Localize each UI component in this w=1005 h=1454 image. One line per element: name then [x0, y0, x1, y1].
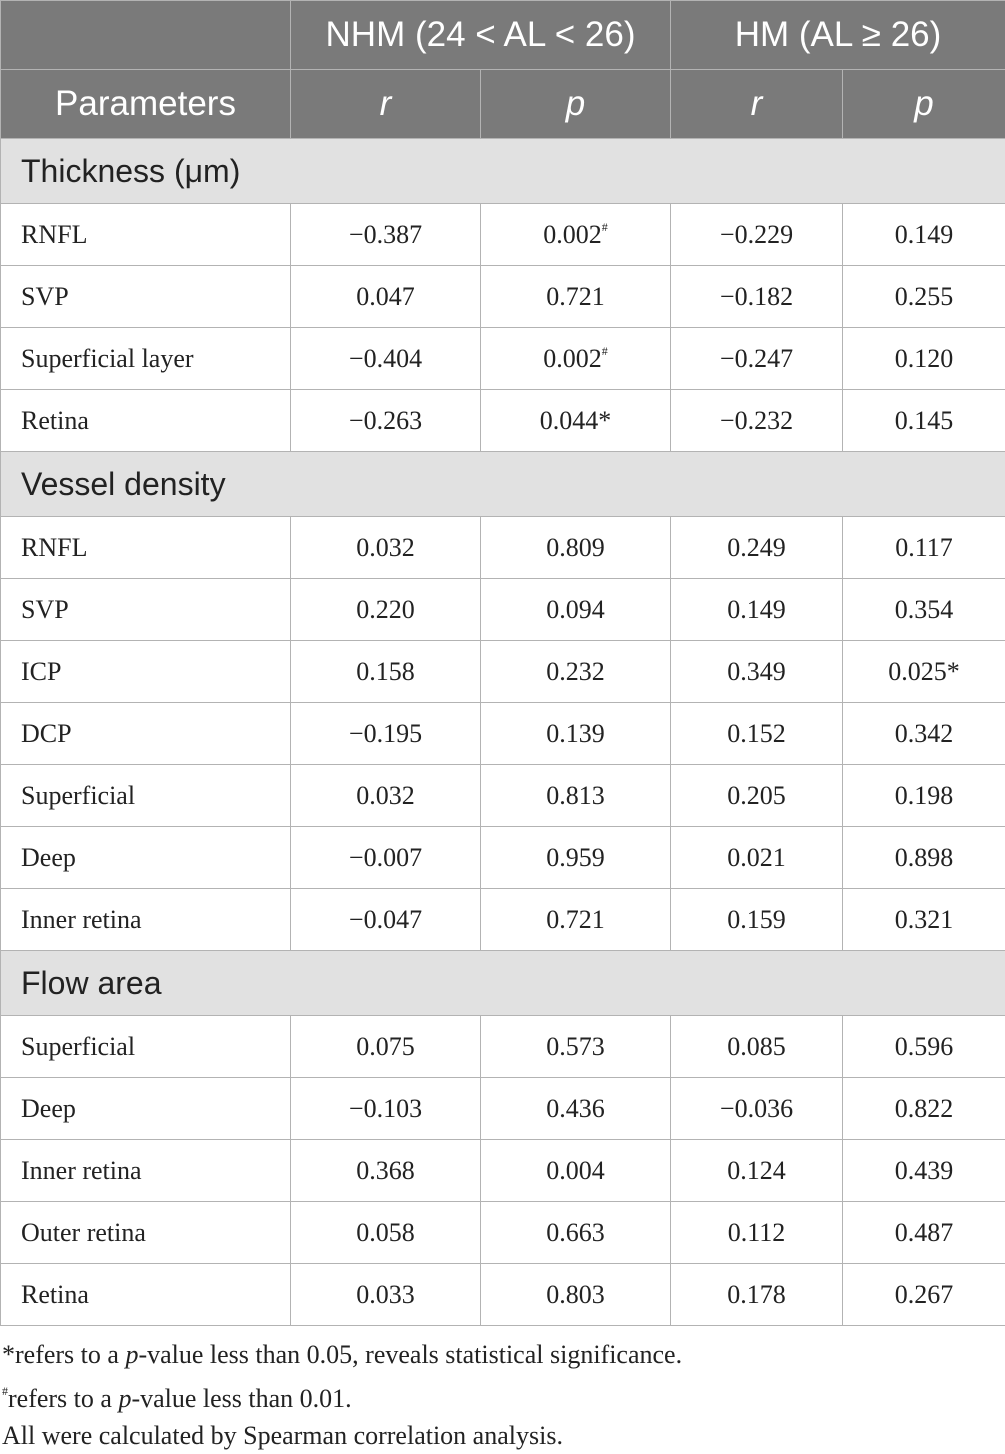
cell-nhm-r: [291, 889, 481, 951]
row-label: [1, 1078, 291, 1140]
cell-value: 0.354: [895, 595, 954, 624]
section-title: Thickness (μm): [1, 139, 1005, 204]
cell-value: 0.075: [356, 1032, 415, 1061]
header-hm-r: r: [671, 70, 843, 139]
cell-value: −0.247: [720, 344, 793, 373]
cell-value: 0.139: [546, 719, 605, 748]
cell-value: 0.117: [895, 533, 953, 562]
cell-hm-r: [671, 579, 843, 641]
row-label: [1, 827, 291, 889]
cell-nhm-p: [481, 1016, 671, 1078]
footnote-significance-005: *refers to a p-value less than 0.05, reveals statistical significance.: [2, 1336, 682, 1373]
header-nhm-r: r: [291, 70, 481, 139]
cell-hm-r: [671, 266, 843, 328]
table-body: [1, 139, 1005, 1326]
cell-hm-p: [843, 1202, 1005, 1264]
cell-hm-r: [671, 1078, 843, 1140]
cell-value: 0.152: [727, 719, 786, 748]
cell-nhm-p: [481, 1264, 671, 1326]
cell-nhm-r: [291, 328, 481, 390]
cell-value: −0.263: [349, 406, 422, 435]
cell-hm-r: [671, 827, 843, 889]
cell-hm-p: [843, 703, 1005, 765]
cell-hm-p: [843, 1078, 1005, 1140]
cell-hm-r: [671, 703, 843, 765]
cell-hm-p: [843, 1140, 1005, 1202]
cell-value: Superficial: [21, 781, 135, 810]
cell-nhm-p: [481, 1078, 671, 1140]
cell-value: 0.813: [546, 781, 605, 810]
cell-nhm-p: [481, 1202, 671, 1264]
section-title: Vessel density: [1, 452, 1005, 517]
cell-value: 0.120: [895, 344, 954, 373]
cell-value: 0.809: [546, 533, 605, 562]
cell-nhm-p: [481, 266, 671, 328]
header-group-nhm: NHM (24 < AL < 26): [291, 1, 671, 70]
cell-value: 0.094: [546, 595, 605, 624]
cell-value: 0.249: [727, 533, 786, 562]
cell-value: 0.149: [727, 595, 786, 624]
table-row: [1, 266, 1005, 328]
row-label: [1, 517, 291, 579]
row-label: [1, 328, 291, 390]
header-empty-cell: [1, 1, 291, 70]
cell-hm-p: [843, 579, 1005, 641]
cell-value: 0.232: [546, 657, 605, 686]
cell-value: 0.004: [546, 1156, 605, 1185]
cell-hm-r: [671, 641, 843, 703]
cell-value: 0.267: [895, 1280, 954, 1309]
cell-nhm-r: [291, 641, 481, 703]
significance-mark: #: [602, 344, 608, 358]
row-label: [1, 390, 291, 452]
cell-hm-p: [843, 1016, 1005, 1078]
cell-hm-p: [843, 328, 1005, 390]
row-label: [1, 1202, 291, 1264]
cell-hm-r: [671, 390, 843, 452]
cell-value: 0.898: [895, 843, 954, 872]
section-row: [1, 951, 1005, 1016]
cell-nhm-r: [291, 266, 481, 328]
table-row: [1, 517, 1005, 579]
cell-value: 0.822: [895, 1094, 954, 1123]
cell-nhm-r: [291, 517, 481, 579]
header-parameters: Parameters: [1, 70, 291, 139]
cell-value: 0.959: [546, 843, 605, 872]
cell-value: −0.387: [349, 220, 422, 249]
cell-value: 0.198: [895, 781, 954, 810]
cell-nhm-p: [481, 889, 671, 951]
cell-nhm-r: [291, 703, 481, 765]
cell-nhm-p: [481, 765, 671, 827]
table-row: [1, 204, 1005, 266]
cell-nhm-p: [481, 827, 671, 889]
table-row: [1, 328, 1005, 390]
cell-value: 0.349: [727, 657, 786, 686]
cell-value: SVP: [21, 282, 69, 311]
cell-hm-r: [671, 1264, 843, 1326]
cell-value: 0.439: [895, 1156, 954, 1185]
table-row: [1, 889, 1005, 951]
row-label: [1, 765, 291, 827]
table-row: [1, 1264, 1005, 1326]
cell-value: Retina: [21, 1280, 89, 1309]
row-label: [1, 889, 291, 951]
cell-nhm-r: [291, 579, 481, 641]
significance-mark: #: [602, 220, 608, 234]
cell-hm-p: [843, 1264, 1005, 1326]
cell-nhm-p: [481, 390, 671, 452]
row-label: [1, 641, 291, 703]
table-row: [1, 641, 1005, 703]
cell-value: 0.803: [546, 1280, 605, 1309]
cell-value: Superficial: [21, 1032, 135, 1061]
cell-nhm-r: [291, 1078, 481, 1140]
cell-value: 0.436: [546, 1094, 605, 1123]
table-row: [1, 390, 1005, 452]
cell-value: Deep: [21, 843, 76, 872]
cell-hm-r: [671, 204, 843, 266]
cell-value: Inner retina: [21, 1156, 142, 1185]
cell-value: 0.487: [895, 1218, 954, 1247]
cell-value: 0.044*: [540, 406, 612, 435]
row-label: [1, 703, 291, 765]
cell-hm-p: [843, 390, 1005, 452]
footnote-significance-001: #refers to a p-value less than 0.01.: [2, 1373, 682, 1417]
cell-value: 0.321: [895, 905, 954, 934]
header-row-groups: [1, 1, 1005, 70]
cell-hm-p: [843, 765, 1005, 827]
cell-hm-r: [671, 517, 843, 579]
cell-value: 0.255: [895, 282, 954, 311]
table-row: [1, 1016, 1005, 1078]
cell-nhm-r: [291, 827, 481, 889]
cell-value: −0.229: [720, 220, 793, 249]
cell-hm-r: [671, 889, 843, 951]
table-row: [1, 1078, 1005, 1140]
cell-value: −0.182: [720, 282, 793, 311]
cell-value: 0.033: [356, 1280, 415, 1309]
cell-value: 0.145: [895, 406, 954, 435]
cell-value: 0.032: [356, 533, 415, 562]
cell-value: 0.596: [895, 1032, 954, 1061]
cell-nhm-r: [291, 765, 481, 827]
cell-value: Outer retina: [21, 1218, 146, 1247]
cell-value: Inner retina: [21, 905, 142, 934]
cell-nhm-r: [291, 204, 481, 266]
row-label: [1, 204, 291, 266]
cell-hm-r: [671, 765, 843, 827]
cell-hm-p: [843, 517, 1005, 579]
table-row: [1, 579, 1005, 641]
row-label: [1, 1016, 291, 1078]
cell-value: 0.205: [727, 781, 786, 810]
cell-nhm-r: [291, 1016, 481, 1078]
cell-value: −0.404: [349, 344, 422, 373]
cell-value: 0.058: [356, 1218, 415, 1247]
cell-value: 0.178: [727, 1280, 786, 1309]
cell-hm-p: [843, 266, 1005, 328]
row-label: [1, 1140, 291, 1202]
cell-value: 0.002: [543, 344, 602, 373]
cell-hm-r: [671, 1140, 843, 1202]
cell-value: 0.085: [727, 1032, 786, 1061]
section-row: [1, 139, 1005, 204]
row-label: [1, 579, 291, 641]
cell-hm-p: [843, 641, 1005, 703]
cell-value: −0.047: [349, 905, 422, 934]
footnotes: [2, 1336, 682, 1454]
cell-value: 0.663: [546, 1218, 605, 1247]
cell-value: 0.573: [546, 1032, 605, 1061]
cell-value: 0.342: [895, 719, 954, 748]
cell-value: 0.159: [727, 905, 786, 934]
cell-value: 0.047: [356, 282, 415, 311]
cell-value: 0.721: [546, 905, 605, 934]
section-row: [1, 452, 1005, 517]
cell-nhm-r: [291, 390, 481, 452]
row-label: [1, 1264, 291, 1326]
header-hm-p: p: [843, 70, 1005, 139]
cell-hm-r: [671, 1202, 843, 1264]
cell-nhm-r: [291, 1264, 481, 1326]
cell-nhm-p: [481, 204, 671, 266]
cell-nhm-p: [481, 517, 671, 579]
cell-value: 0.021: [727, 843, 786, 872]
cell-nhm-p: [481, 641, 671, 703]
cell-value: −0.103: [349, 1094, 422, 1123]
cell-value: 0.112: [728, 1218, 786, 1247]
cell-value: 0.124: [727, 1156, 786, 1185]
table-row: [1, 765, 1005, 827]
cell-nhm-p: [481, 703, 671, 765]
cell-value: Superficial layer: [21, 344, 194, 373]
cell-value: 0.368: [356, 1156, 415, 1185]
header-group-hm: HM (AL ≥ 26): [671, 1, 1005, 70]
cell-value: RNFL: [21, 220, 87, 249]
cell-value: −0.195: [349, 719, 422, 748]
table-row: [1, 827, 1005, 889]
cell-hm-r: [671, 1016, 843, 1078]
cell-value: 0.158: [356, 657, 415, 686]
table-row: [1, 1140, 1005, 1202]
cell-value: 0.220: [356, 595, 415, 624]
cell-nhm-p: [481, 1140, 671, 1202]
table-row: [1, 1202, 1005, 1264]
cell-value: 0.149: [895, 220, 954, 249]
cell-nhm-p: [481, 328, 671, 390]
cell-nhm-p: [481, 579, 671, 641]
header-nhm-p: p: [481, 70, 671, 139]
cell-value: DCP: [21, 719, 72, 748]
cell-value: 0.032: [356, 781, 415, 810]
cell-value: 0.002: [543, 220, 602, 249]
cell-hm-r: [671, 328, 843, 390]
cell-nhm-r: [291, 1202, 481, 1264]
cell-value: −0.007: [349, 843, 422, 872]
row-label: [1, 266, 291, 328]
cell-hm-p: [843, 204, 1005, 266]
cell-value: SVP: [21, 595, 69, 624]
section-title: Flow area: [1, 951, 1005, 1016]
cell-value: Retina: [21, 406, 89, 435]
header-row-columns: [1, 70, 1005, 139]
cell-nhm-r: [291, 1140, 481, 1202]
cell-value: ICP: [21, 657, 61, 686]
cell-value: 0.721: [546, 282, 605, 311]
footnote-method: All were calculated by Spearman correlation analysis.: [2, 1417, 682, 1454]
table-row: [1, 703, 1005, 765]
cell-value: RNFL: [21, 533, 87, 562]
cell-hm-p: [843, 889, 1005, 951]
cell-value: 0.025*: [888, 657, 960, 686]
cell-value: −0.232: [720, 406, 793, 435]
cell-hm-p: [843, 827, 1005, 889]
cell-value: Deep: [21, 1094, 76, 1123]
cell-value: −0.036: [720, 1094, 793, 1123]
